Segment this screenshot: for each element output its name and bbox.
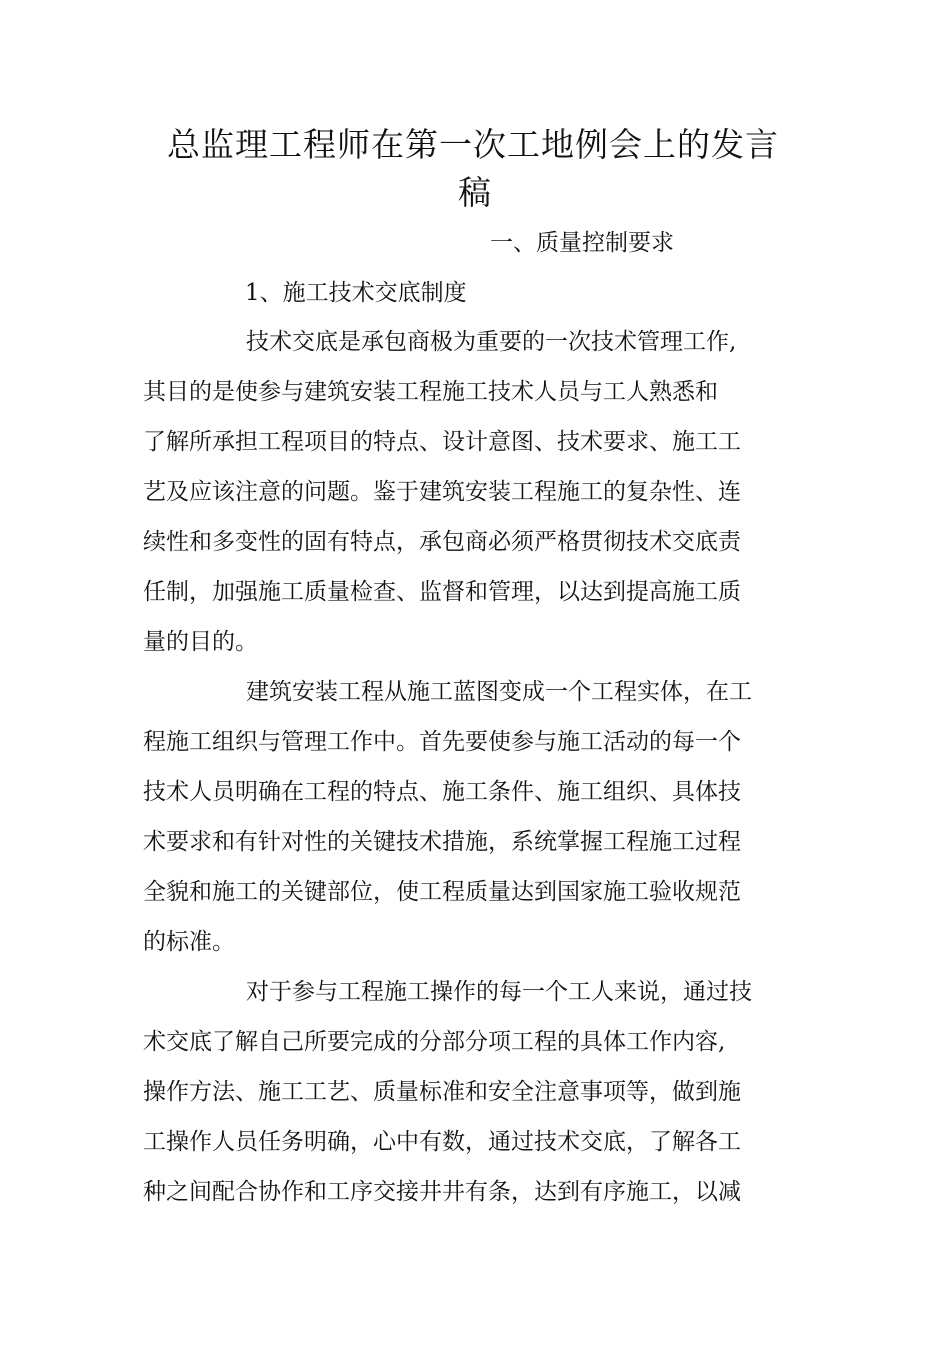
paragraph-1-line-3: 了解所承担工程项目的特点、设计意图、技术要求、施工工	[143, 429, 741, 455]
paragraph-2-line-5: 全貌和施工的关键部位，使工程质量达到国家施工验收规范	[143, 879, 741, 905]
paragraph-1-line-7: 量的目的。	[143, 629, 258, 655]
paragraph-2-line-4: 术要求和有针对性的关键技术措施，系统掌握工程施工过程	[143, 829, 741, 855]
paragraph-2-line-2: 程施工组织与管理工作中。首先要使参与施工活动的每一个	[143, 729, 741, 755]
paragraph-2-line-3: 技术人员明确在工程的特点、施工条件、施工组织、具体技	[143, 779, 741, 805]
paragraph-3-line-2: 术交底了解自己所要完成的分部分项工程的具体工作内容,	[143, 1029, 726, 1055]
paragraph-1-line-4: 艺及应该注意的问题。鉴于建筑安装工程施工的复杂性、连	[143, 479, 741, 505]
paragraph-2-line-1: 建筑安装工程从施工蓝图变成一个工程实体，在工	[246, 679, 752, 705]
paragraph-1-line-5: 续性和多变性的固有特点，承包商必须严格贯彻技术交底责	[143, 529, 741, 555]
paragraph-1-line-6: 任制，加强施工质量检查、监督和管理，以达到提高施工质	[143, 579, 741, 605]
paragraph-3-line-3: 操作方法、施工工艺、质量标准和安全注意事项等，做到施	[143, 1079, 741, 1105]
section-heading: 一、质量控制要求	[490, 230, 674, 256]
document-title-line-1: 总监理工程师在第一次工地例会上的发言	[167, 125, 779, 164]
paragraph-3-line-5: 种之间配合协作和工序交接井井有条，达到有序施工，以减	[143, 1179, 741, 1205]
subsection-heading: 1、施工技术交底制度	[245, 280, 467, 306]
paragraph-1-line-2: 其目的是使参与建筑安装工程施工技术人员与工人熟悉和	[143, 379, 718, 405]
paragraph-1-line-1: 技术交底是承包商极为重要的一次技术管理工作,	[246, 329, 737, 355]
paragraph-3-line-1: 对于参与工程施工操作的每一个工人来说，通过技	[246, 979, 752, 1005]
paragraph-2-line-6: 的标准。	[143, 929, 235, 955]
paragraph-3-line-4: 工操作人员任务明确，心中有数，通过技术交底，了解各工	[143, 1129, 741, 1155]
document-title-line-2: 稿	[458, 173, 492, 212]
